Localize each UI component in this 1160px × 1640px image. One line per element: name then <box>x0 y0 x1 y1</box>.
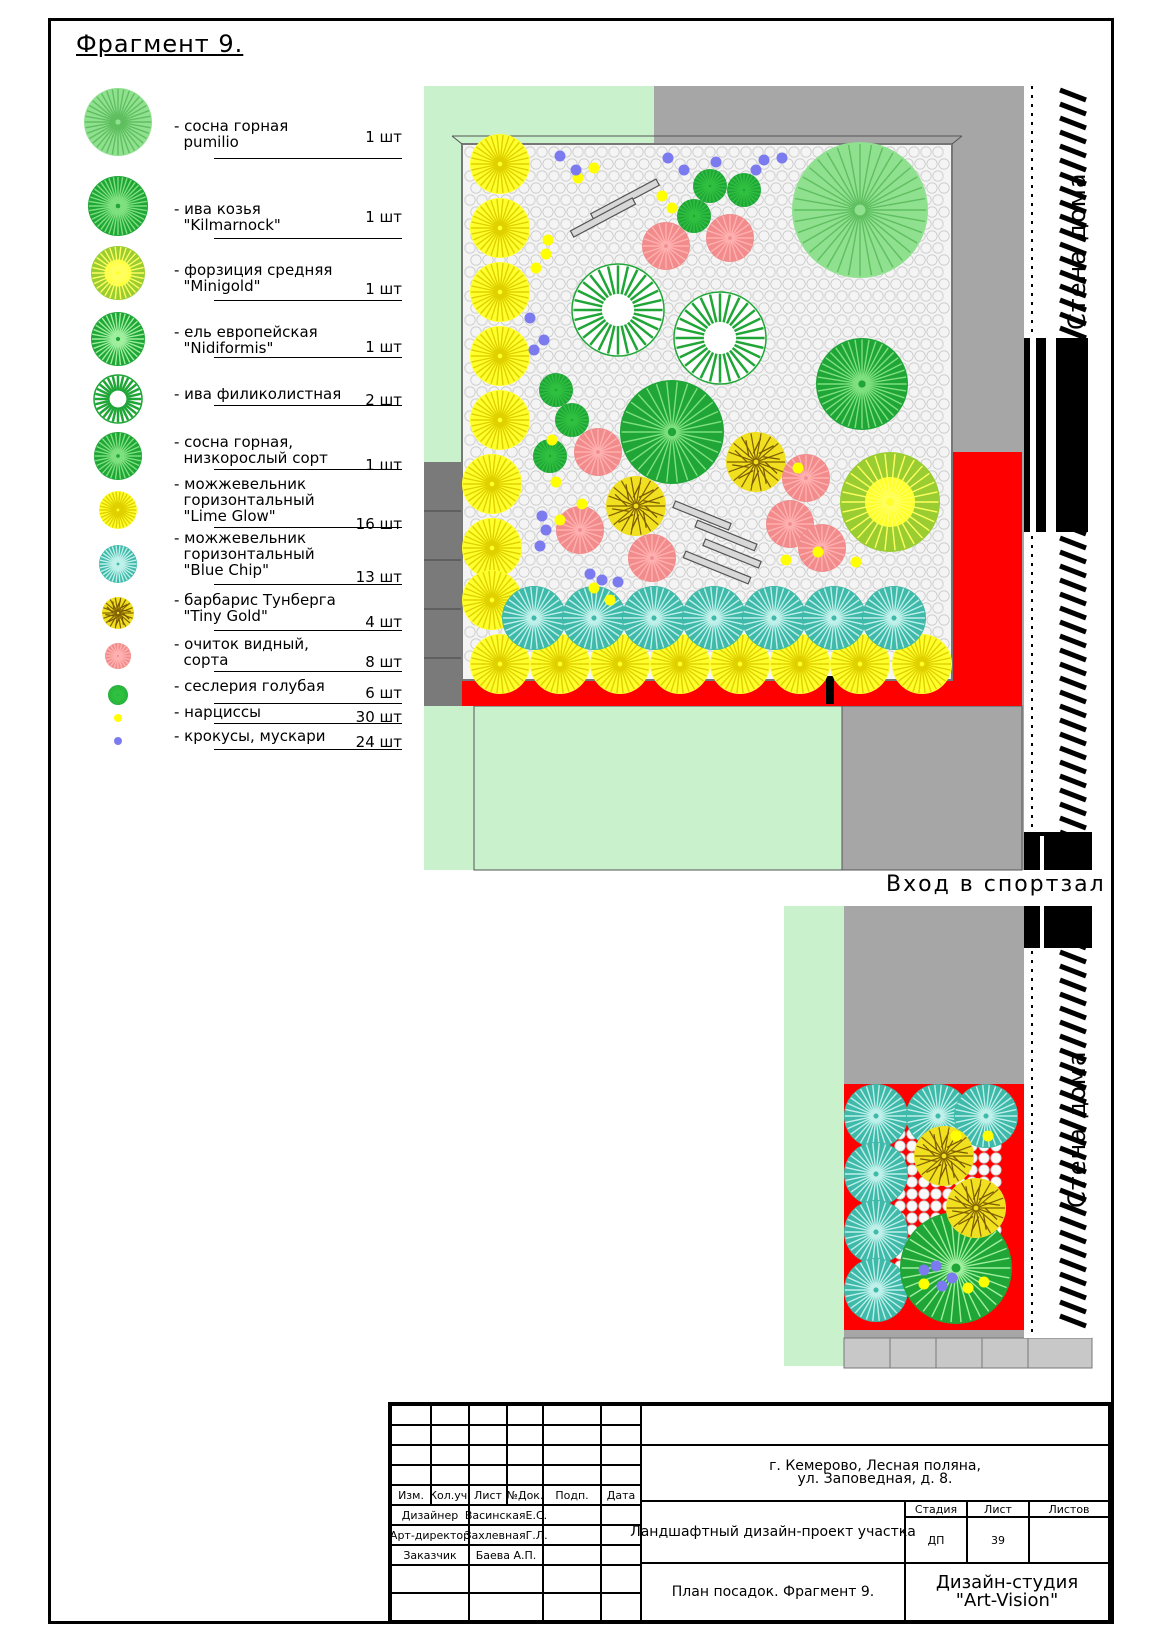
paving-tiles-lower <box>844 1338 1092 1368</box>
title-block-empty-cell <box>601 1465 641 1485</box>
sedum <box>574 428 622 476</box>
title-block-empty-cell <box>507 1465 543 1485</box>
legend-item-qty: 1 шт <box>365 208 402 226</box>
narcissus <box>963 1283 974 1294</box>
title-block-empty-cell <box>469 1405 507 1425</box>
title-block-empty-cell <box>469 1445 507 1465</box>
legend-item-qty: 2 шт <box>365 391 402 409</box>
legend-item-name: - форзиция средняя "Minigold" <box>174 261 333 295</box>
narcissus <box>589 583 600 594</box>
lawn-lower-left <box>474 706 842 870</box>
narcissus <box>541 249 552 260</box>
juniper-blue-chip <box>844 1142 908 1206</box>
title-block <box>388 1402 1112 1624</box>
project-address: г. Кемерово, Лесная поляна, ул. Заповедная, д. 8. <box>641 1445 1109 1501</box>
legend-item-name: - сеслерия голубая <box>174 677 325 695</box>
title-block-header: №Док. <box>507 1485 543 1505</box>
title-block-role: Арт-директор <box>391 1525 469 1545</box>
sesleria <box>727 173 761 207</box>
title-block-empty-cell <box>507 1445 543 1465</box>
page-title: Фрагмент 9. <box>76 30 244 58</box>
title-block-empty-cell <box>641 1405 1109 1445</box>
juniper-blue-chip <box>502 586 566 650</box>
crocus <box>539 335 550 346</box>
crocus <box>537 511 548 522</box>
legend-item-qty: 30 шт <box>355 708 402 726</box>
legend-item-qty: 6 шт <box>365 684 402 702</box>
juniper-lime-glow <box>462 518 522 578</box>
title-block-name: ЗахлевнаяГ.Л. <box>469 1525 543 1545</box>
sesleria <box>677 199 711 233</box>
juniper-lime-glow <box>470 134 530 194</box>
narcissus <box>983 1131 994 1142</box>
juniper-blue-chip <box>844 1200 908 1264</box>
title-block-empty-cell <box>469 1465 507 1485</box>
legend-item-name: - барбарис Тунберга "Tiny Gold" <box>174 591 336 625</box>
willow-kilmarnock <box>816 338 908 430</box>
title-block-header: Изм. <box>391 1485 431 1505</box>
narcissus <box>667 203 678 214</box>
crocus <box>937 1281 948 1292</box>
sedum <box>628 534 676 582</box>
juniper-lime-glow <box>470 390 530 450</box>
legend-item-qty: 8 шт <box>365 653 402 671</box>
narcissus <box>589 163 600 174</box>
narcissus <box>551 477 562 488</box>
narcissus <box>555 515 566 526</box>
entry-label: Вход в спортзал <box>886 872 1106 897</box>
legend-item-qty: 1 шт <box>365 280 402 298</box>
juniper-lime-glow <box>470 262 530 322</box>
legend-item-name: - ива козья "Kilmarnock" <box>174 200 281 234</box>
barberry-tiny-gold <box>946 1178 1006 1238</box>
juniper-blue-chip <box>562 586 626 650</box>
crocus <box>919 1265 930 1276</box>
title-block-empty-cell <box>601 1405 641 1425</box>
narcissus <box>979 1277 990 1288</box>
title-block-empty-cell <box>543 1505 601 1525</box>
narcissus <box>813 547 824 558</box>
title-block-empty-cell <box>391 1465 431 1485</box>
sedum <box>798 524 846 572</box>
title-block-empty-cell <box>431 1465 469 1485</box>
barberry-tiny-gold <box>914 1126 974 1186</box>
narcissus <box>781 555 792 566</box>
title-block-empty-cell <box>391 1445 431 1465</box>
crocus <box>585 569 596 580</box>
barberry-tiny-gold <box>606 476 666 536</box>
title-block-name: ВасинскаяЕ.С. <box>469 1505 543 1525</box>
sheet-title: План посадок. Фрагмент 9. <box>641 1563 905 1621</box>
title-block-empty-cell <box>543 1405 601 1425</box>
juniper-blue-chip <box>844 1258 908 1322</box>
wall-label-top: Стена дома <box>1063 172 1091 330</box>
sesleria <box>555 403 589 437</box>
pine-low <box>620 380 724 484</box>
title-block-empty-cell <box>601 1505 641 1525</box>
legend-item-name: - ель европейская "Nidiformis" <box>174 323 318 357</box>
legend-item-qty: 1 шт <box>365 128 402 146</box>
juniper-blue-chip <box>622 586 686 650</box>
title-block-empty-cell <box>469 1565 543 1593</box>
legend-item-name: - можжевельник горизонтальный "Blue Chip" <box>174 529 315 579</box>
sheets-total <box>1029 1517 1109 1563</box>
sedum <box>706 214 754 262</box>
title-block-empty-cell <box>469 1593 543 1621</box>
narcissus <box>951 1131 962 1142</box>
crocus <box>535 541 546 552</box>
legend-item-qty: 24 шт <box>355 733 402 751</box>
sedum <box>556 506 604 554</box>
narcissus <box>605 595 616 606</box>
sheet-label: Лист <box>967 1501 1029 1517</box>
title-block-empty-cell <box>543 1525 601 1545</box>
legend-item-name: - сосна горная, низкорослый сорт <box>174 433 328 467</box>
barberry-tiny-gold <box>726 432 786 492</box>
title-block-name: Баева А.П. <box>469 1545 543 1565</box>
title-block-empty-cell <box>543 1425 601 1445</box>
title-block-empty-cell <box>391 1593 469 1621</box>
crocus <box>751 165 762 176</box>
crocus <box>541 525 552 536</box>
lawn-area-lower <box>784 906 844 1366</box>
legend-item-qty: 16 шт <box>355 515 402 533</box>
title-block-header: Подп. <box>543 1485 601 1505</box>
sesleria <box>539 373 573 407</box>
narcissus <box>543 235 554 246</box>
crocus <box>947 1273 958 1284</box>
sedum <box>782 454 830 502</box>
title-block-empty-cell <box>601 1445 641 1465</box>
title-block-header: Лист <box>469 1485 507 1505</box>
crocus <box>663 153 674 164</box>
paving-lower-right <box>842 706 1022 870</box>
crocus <box>613 577 624 588</box>
narcissus <box>547 435 558 446</box>
title-block-empty-cell <box>543 1445 601 1465</box>
legend-item-name: - крокусы, мускари <box>174 727 326 745</box>
narcissus <box>851 557 862 568</box>
crocus <box>931 1261 942 1272</box>
sheet-number: 39 <box>967 1517 1029 1563</box>
title-block-empty-cell <box>507 1425 543 1445</box>
studio-name: Дизайн-студия "Art-Vision" <box>905 1563 1109 1621</box>
narcissus <box>657 191 668 202</box>
title-block-empty-cell <box>601 1545 641 1565</box>
juniper-lime-glow <box>470 326 530 386</box>
legend-item-name: - можжевельник горизонтальный "Lime Glow" <box>174 475 315 525</box>
narcissus <box>531 263 542 274</box>
sedum <box>642 222 690 270</box>
title-block-empty-cell <box>431 1445 469 1465</box>
crocus <box>711 157 722 168</box>
juniper-lime-glow <box>470 198 530 258</box>
title-block-empty-cell <box>391 1565 469 1593</box>
title-block-empty-cell <box>543 1593 601 1621</box>
title-block-empty-cell <box>431 1425 469 1445</box>
willow-filicifolia <box>572 264 664 356</box>
title-block-empty-cell <box>391 1405 431 1425</box>
title-block-empty-cell <box>543 1545 601 1565</box>
sesleria <box>693 169 727 203</box>
stage-label: Стадия <box>905 1501 967 1517</box>
title-block-empty-cell <box>601 1593 641 1621</box>
juniper-blue-chip <box>682 586 746 650</box>
crocus <box>525 313 536 324</box>
title-block-empty-cell <box>431 1405 469 1425</box>
crocus <box>571 165 582 176</box>
title-block-empty-cell <box>507 1405 543 1425</box>
project-name: Ландшафтный дизайн-проект участка <box>641 1501 905 1563</box>
crocus <box>759 155 770 166</box>
crocus <box>529 345 540 356</box>
legend-item-name: - сосна горная pumilio <box>174 117 289 151</box>
title-block-empty-cell <box>543 1565 601 1593</box>
title-block-role: Заказчик <box>391 1545 469 1565</box>
sheets-label: Листов <box>1029 1501 1109 1517</box>
legend-item-qty: 1 шт <box>365 456 402 474</box>
juniper-blue-chip <box>862 586 926 650</box>
stage-value: ДП <box>905 1517 967 1563</box>
title-block-empty-cell <box>601 1565 641 1593</box>
wall-label-bottom: Стена дома <box>1063 1050 1091 1208</box>
legend-item-name: - нарциссы <box>174 703 261 721</box>
title-block-empty-cell <box>601 1425 641 1445</box>
title-block-role: Дизайнер <box>391 1505 469 1525</box>
legend-item-qty: 4 шт <box>365 613 402 631</box>
title-block-header: Кол.уч. <box>431 1485 469 1505</box>
willow-filicifolia <box>674 292 766 384</box>
juniper-blue-chip <box>802 586 866 650</box>
title-block-empty-cell <box>543 1465 601 1485</box>
legend-item-qty: 13 шт <box>355 568 402 586</box>
narcissus <box>793 463 804 474</box>
juniper-blue-chip <box>742 586 806 650</box>
legend-item-name: - ива филиколистная <box>174 385 342 403</box>
title-block-empty-cell <box>469 1425 507 1445</box>
legend-item-name: - очиток видный, сорта <box>174 635 309 669</box>
crocus <box>777 153 788 164</box>
crocus <box>597 575 608 586</box>
title-block-header: Дата <box>601 1485 641 1505</box>
juniper-lime-glow <box>462 454 522 514</box>
narcissus <box>577 499 588 510</box>
juniper-blue-chip <box>844 1084 908 1148</box>
paving-tiles-left <box>424 462 464 706</box>
crocus <box>555 151 566 162</box>
pine-pumilio <box>792 142 928 278</box>
forsythia-minigold <box>840 452 940 552</box>
legend-item-qty: 1 шт <box>365 338 402 356</box>
narcissus <box>919 1279 930 1290</box>
title-block-empty-cell <box>391 1425 431 1445</box>
crocus <box>679 165 690 176</box>
